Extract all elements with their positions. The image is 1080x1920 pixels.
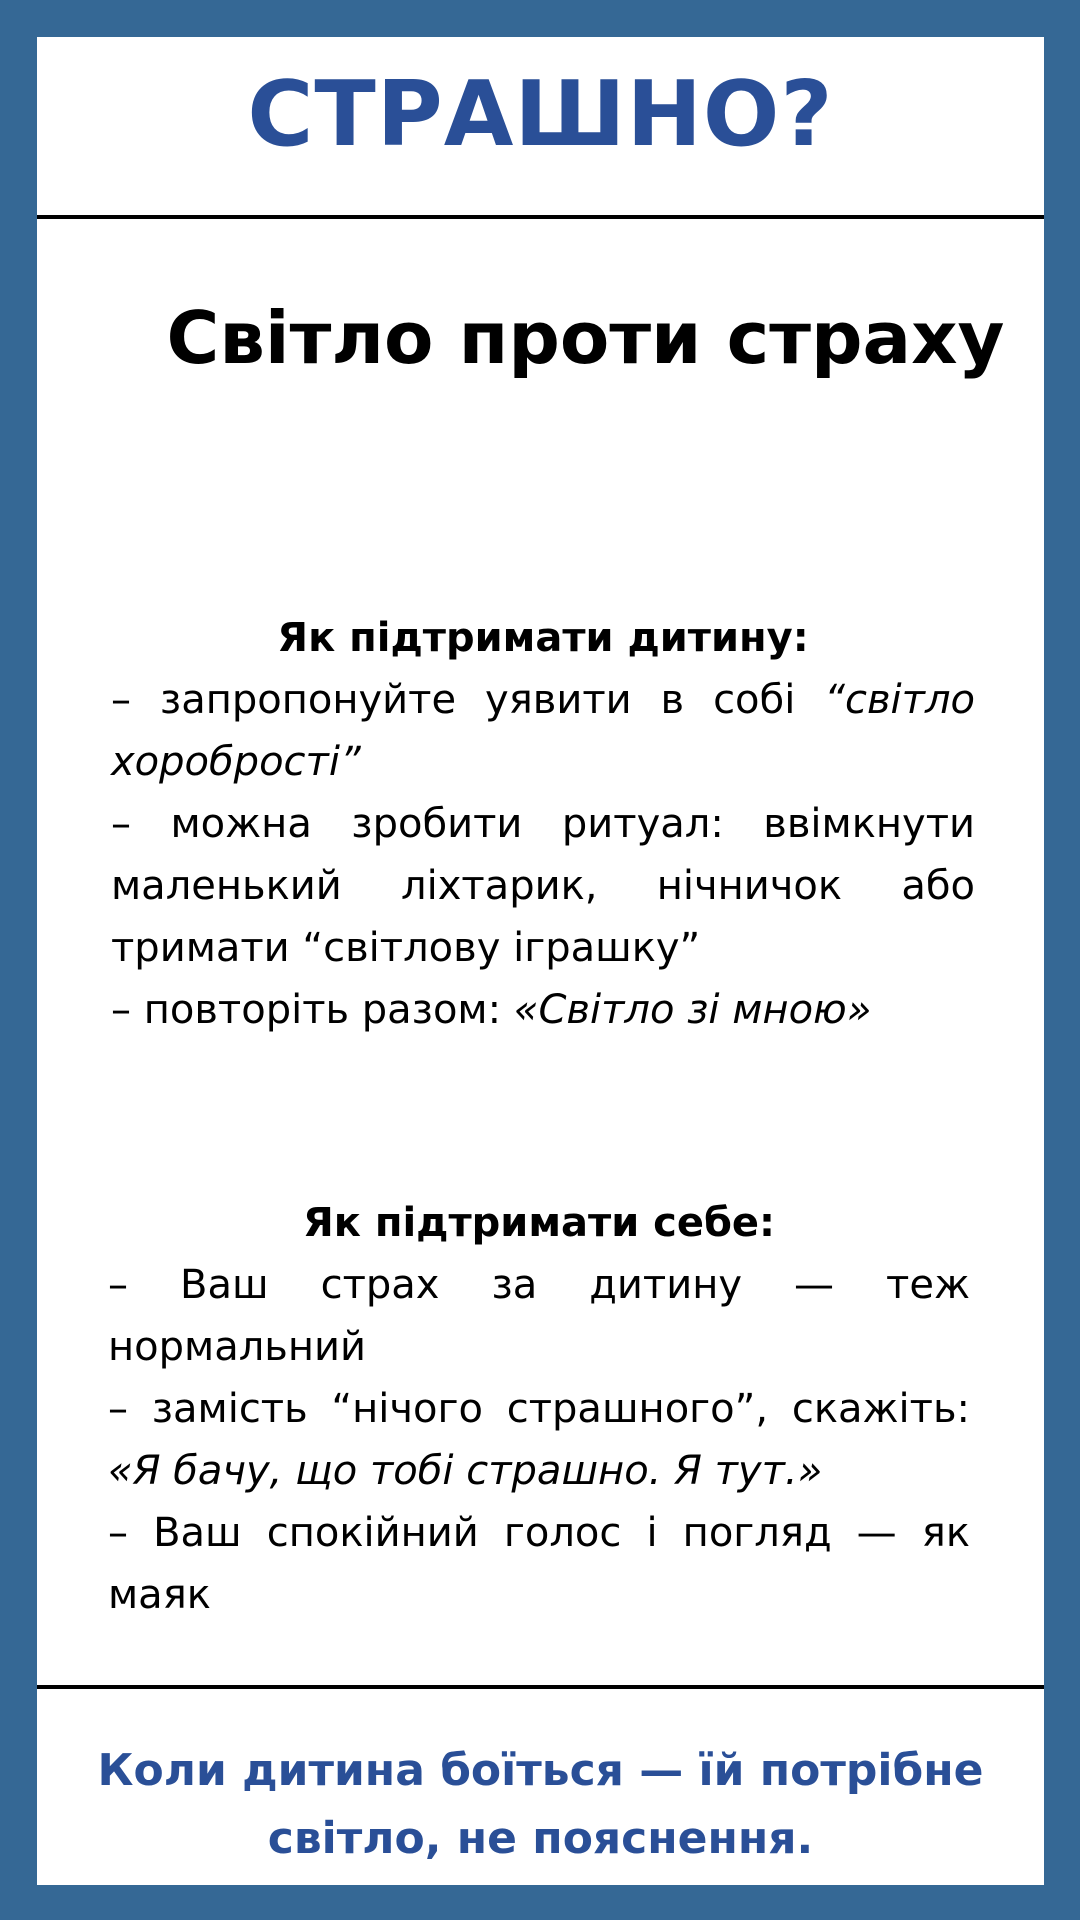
child-tip-3-emphasis: «Світло зі мною» bbox=[513, 987, 872, 1033]
child-tip-3-text: – повторіть разом: bbox=[111, 987, 514, 1033]
self-tip-2 bbox=[108, 1378, 970, 1502]
child-tip-2 bbox=[111, 793, 975, 979]
self-support-section bbox=[108, 1192, 970, 1626]
child-support-section bbox=[111, 607, 975, 1041]
self-tip-2-emphasis: «Я бачу, що тобі страшно. Я тут.» bbox=[108, 1448, 823, 1494]
self-tip-1 bbox=[108, 1254, 970, 1378]
child-support-heading: Як підтримати дитину: bbox=[277, 615, 809, 661]
footer-line-2: світло, не пояснення. bbox=[267, 1813, 814, 1864]
child-tip-1-text: – запропонуйте уявити в собі bbox=[111, 677, 825, 723]
header bbox=[37, 37, 1044, 217]
bottom-divider bbox=[37, 1685, 1044, 1689]
self-support-heading: Як підтримати себе: bbox=[302, 1200, 776, 1246]
top-divider bbox=[37, 215, 1044, 219]
footer-line-1: Коли дитина боїться — їй потрібне bbox=[97, 1745, 984, 1796]
child-tip-1-emphasis: “світло хоробрості” bbox=[111, 677, 975, 785]
self-tip-3-text: – Ваш спокійний голос і погляд — як маяк bbox=[108, 1510, 970, 1618]
main-title: Світло проти страху bbox=[166, 296, 1005, 380]
child-tip-1 bbox=[111, 669, 975, 793]
self-tip-3 bbox=[108, 1502, 970, 1626]
child-tip-2-text: – можна зробити ритуал: ввімкнути маленький ліхтарик, нічничок або тримати “світлову іграшку” bbox=[111, 801, 975, 971]
footer-slogan bbox=[37, 1737, 1044, 1873]
self-tip-1-text: – Ваш страх за дитину — теж нормальний bbox=[108, 1262, 970, 1370]
child-tip-3 bbox=[111, 979, 975, 1041]
header-title: СТРАШНО? bbox=[247, 62, 834, 167]
poster-card bbox=[37, 37, 1044, 1885]
self-tip-2-text: – замість “нічого страшного”, скажіть: bbox=[108, 1386, 970, 1432]
